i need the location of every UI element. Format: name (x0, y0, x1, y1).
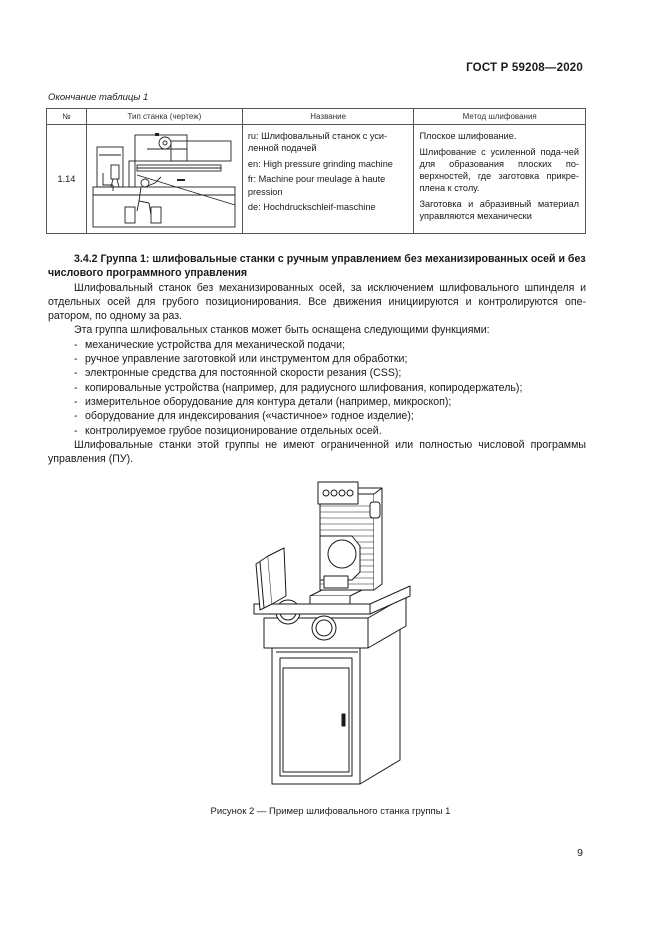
column-header-type: Тип станка (чертеж) (86, 109, 242, 125)
row-number: 1.14 (47, 125, 87, 234)
list-item: - измерительное оборудование для контура детали (например, микроскоп); (74, 395, 586, 409)
table-caption: Окончание таблицы 1 (48, 92, 149, 103)
column-header-number: № (47, 109, 87, 125)
method-line-3: Заготовка и абразивный материал управляются механически (419, 199, 579, 221)
document-code: ГОСТ Р 59208—2020 (466, 62, 583, 74)
page-number: 9 (577, 847, 583, 859)
figure-2 (220, 472, 420, 797)
list-item: - копировальные устройства (например, для радиусного шлифования, копиродержатель); (74, 381, 586, 395)
grinding-method-cell (414, 125, 586, 234)
name-ru: ru: Шлифовальный станок с уси-ленной подачей (247, 131, 388, 154)
machine-names-cell (242, 125, 414, 234)
figure-caption: Рисунок 2 — Пример шлифовального станка группы 1 (210, 806, 451, 817)
paragraph-2: Эта группа шлифовальных станков может быть оснащена следующими функциями: (74, 324, 490, 337)
feature-list (48, 338, 586, 438)
column-header-name: Название (242, 109, 414, 125)
machine-drawing-cell (86, 125, 242, 234)
paragraph-3: Шлифовальные станки этой группы не имеют ограниченной или полностью числовой программы управления (ПУ). (48, 438, 586, 466)
name-fr: fr: Machine pour meulage à haute pression (247, 174, 386, 197)
list-item: - оборудование для индексирования («частичное» годное изделие); (74, 409, 586, 423)
list-item: - ручное управление заготовкой или инструментом для обработки; (74, 352, 586, 366)
column-header-method: Метод шлифования (414, 109, 586, 125)
high-pressure-grinder-drawing (87, 125, 241, 233)
name-de: de: Hochdruckschleif-maschine (247, 202, 376, 213)
section-3-4-2 (48, 252, 586, 466)
method-line-1: Плоское шлифование. (419, 131, 517, 141)
grinding-machine-illustration (220, 472, 420, 792)
table-header-row (47, 109, 586, 125)
list-item: - контролируемое грубое позиционирование отдельных осей. (74, 424, 586, 438)
method-line-2: Шлифование с усиленной пода-чей для образования плоских по-верхностей, где заготовка прикре-плена к столу. (419, 147, 579, 193)
paragraph-1: Шлифовальный станок без механизированных осей, за исключением шлифовального шпинделя и отдельных осей для грубого позиционирования. Все движения инициируются и контролируются опе-ратором, по одному за раз. (48, 281, 586, 323)
list-item: - механические устройства для механической подачи; (74, 338, 586, 352)
machines-table (46, 108, 586, 234)
table-row (47, 125, 586, 234)
section-heading: 3.4.2 Группа 1: шлифовальные станки с ручным управлением без механизированных осей и без числового программного управления (48, 253, 586, 280)
list-item: - электронные средства для постоянной скорости резания (CSS); (74, 366, 586, 380)
name-en: en: High pressure grinding machine (247, 158, 393, 169)
